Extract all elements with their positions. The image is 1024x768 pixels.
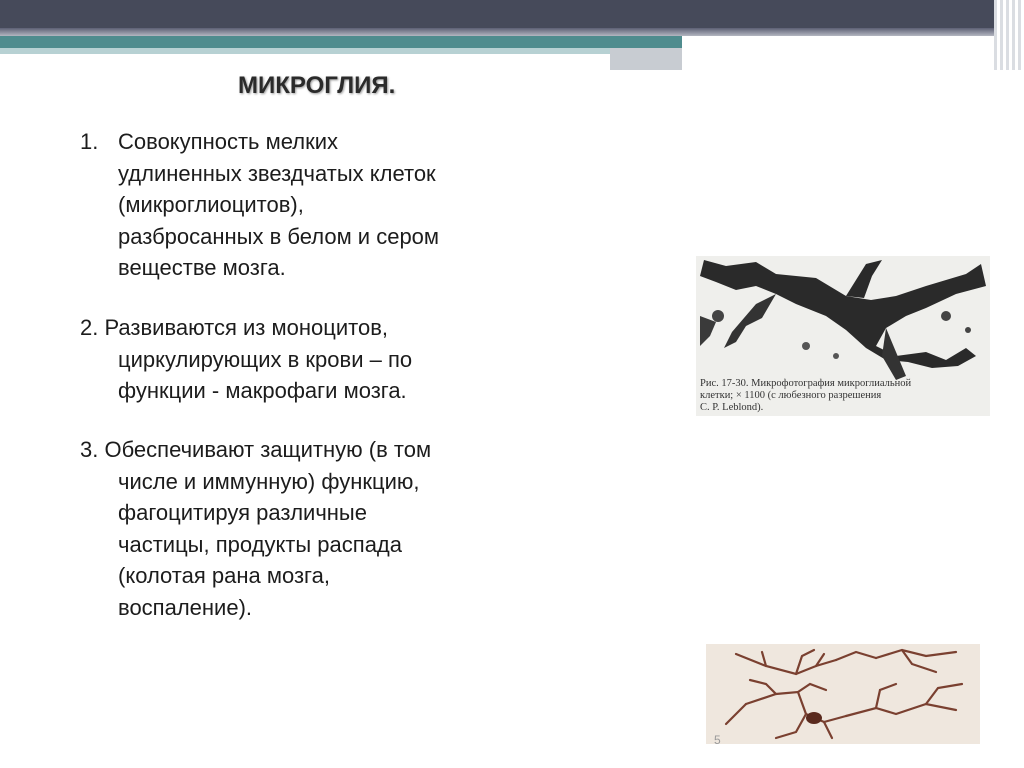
accent-band-light: [0, 48, 610, 54]
point-3-line-4: частицы, продукты распада: [118, 531, 403, 557]
caption-line-1: Рис. 17-30. Микрофотография микроглиальной: [700, 378, 912, 389]
decor-white-band: [682, 36, 994, 48]
point-1: [80, 126, 439, 284]
point-2: [80, 312, 412, 407]
microglia-drawing: [706, 644, 980, 744]
point-3-line-2: числе и иммунную) функцию,: [118, 468, 420, 494]
point-1-line-3: (микроглиоцитов),: [118, 192, 304, 217]
figure-caption: [700, 378, 970, 414]
accent-band: [0, 36, 610, 48]
point-1-marker: 1.: [80, 129, 99, 154]
point-2-line-1: 2. Развиваются из моноцитов,: [80, 315, 388, 340]
drawing-image: [706, 644, 980, 744]
point-3-line-1: 3. Обеспечивают защитную (в том: [80, 437, 432, 462]
decor-stripes: [994, 0, 1024, 70]
slide-title: МИКРОГЛИЯ.: [238, 72, 396, 99]
point-3-line-5: (колотая рана мозга,: [118, 563, 330, 588]
point-1-line-1: 1. Совокупность мелких: [80, 126, 439, 158]
slide-number: 5: [714, 733, 721, 747]
point-3-line-3: фагоцитируя различные: [118, 500, 367, 525]
caption-line-2: клетки; × 1100 (с любезного разрешения: [700, 390, 882, 401]
header-bar: [0, 0, 1024, 28]
point-1-line-4: разбросанных в белом и сером: [118, 223, 440, 249]
decor-block: [610, 48, 682, 70]
point-3-line-6: воспаление).: [118, 594, 253, 620]
point-3: [80, 434, 431, 623]
point-2-line-2: циркулирующих в крови – по: [118, 346, 413, 372]
point-1-line-5: веществе мозга.: [118, 255, 286, 280]
caption-line-3: C. P. Leblond).: [700, 402, 764, 413]
point-2-line-3: функции - макрофаги мозга.: [118, 378, 407, 403]
point-1-line-2: удлиненных звездчатых клеток: [118, 160, 436, 186]
